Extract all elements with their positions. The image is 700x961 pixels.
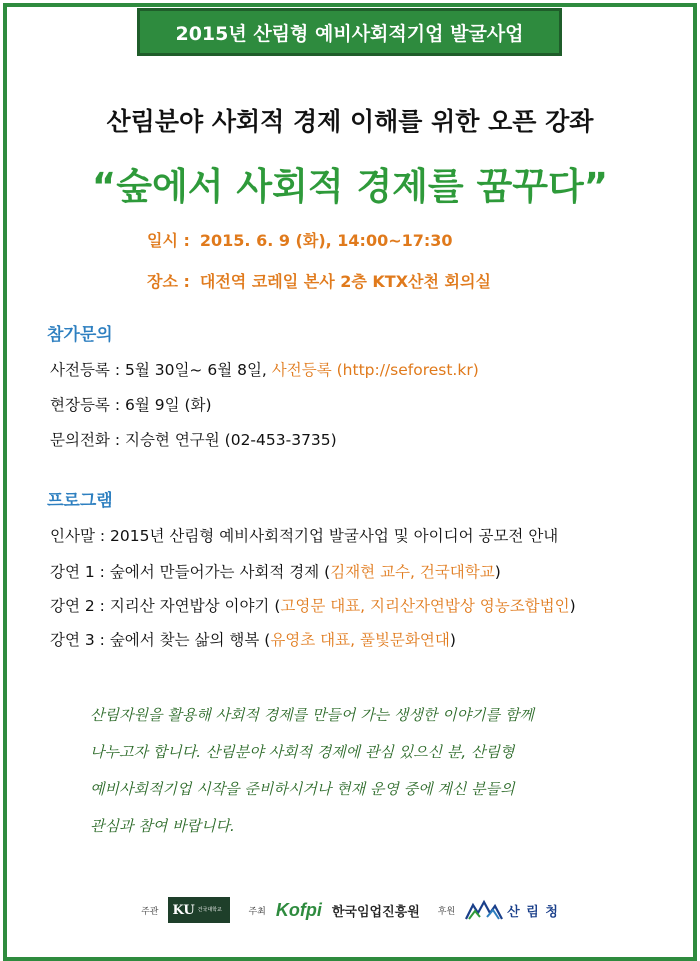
- lecture-close: ): [569, 597, 576, 615]
- closing-line: 예비사회적기업 시작을 준비하시거나 현재 운영 중에 계신 분들의: [90, 780, 515, 798]
- place-value: 대전역 코레일 본사 2층 KTX산천 회의실: [199, 272, 491, 291]
- pre-registration-label: 사전등록 :: [50, 361, 125, 379]
- date-label: 일시 :: [147, 231, 190, 250]
- date-value: 2015. 6. 9 (화), 14:00~17:30: [199, 231, 453, 250]
- organizer-role-label: 주최: [248, 906, 266, 917]
- lecture-row: [50, 628, 456, 650]
- lecture-label: 강연 2 :: [50, 597, 110, 615]
- event-title: “숲에서 사회적 경제를 꿈꾸다”: [91, 165, 609, 208]
- closing-line: 관심과 참여 바랍니다.: [90, 817, 235, 835]
- kofpi-name: 한국임업진흥원: [331, 904, 420, 920]
- pre-registration-link[interactable]: 사전등록 (http://seforest.kr): [271, 361, 479, 379]
- lecture-speaker: 유영초 대표, 풀빛문화연대: [270, 631, 450, 649]
- lecture-row: [50, 594, 576, 616]
- lecture-speaker: 김재현 교수, 건국대학교: [330, 563, 495, 581]
- lecture-topic: 지리산 자연밥상 이야기 (: [109, 597, 281, 615]
- lecture-row: [50, 560, 501, 582]
- korea-forest-service-logo: [465, 899, 559, 921]
- konkuk-logo: [168, 897, 230, 923]
- konkuk-logo-mark: KU: [172, 902, 195, 918]
- onsite-registration-label: 현장등록 :: [50, 396, 125, 414]
- greeting-value: 2015년 산림형 예비사회적기업 발굴사업 및 아이디어 공모전 안내: [110, 527, 559, 545]
- sponsor-footer: [0, 893, 700, 927]
- phone-row: [50, 428, 337, 450]
- phone-value: 지승현 연구원 (02-453-3735): [124, 431, 337, 449]
- greeting-label: 인사말 :: [50, 527, 110, 545]
- place-line: [147, 269, 491, 292]
- konkuk-logo-caption: 건국대학교: [197, 907, 222, 913]
- mountain-icon: [465, 899, 503, 921]
- event-subtitle: 산림분야 사회적 경제 이해를 위한 오픈 강좌: [106, 107, 594, 136]
- lecture-speaker: 고영문 대표, 지리산자연밥상 영농조합법인: [280, 597, 570, 615]
- program-heading: 프로그램: [47, 491, 113, 511]
- lecture-topic: 숲에서 만들어가는 사회적 경제 (: [109, 563, 331, 581]
- lecture-close: ): [449, 631, 456, 649]
- closing-line: 산림자원을 활용해 사회적 경제를 만들어 가는 생생한 이야기를 함께: [90, 706, 534, 724]
- sponsor-role-label: 후원: [437, 906, 456, 917]
- closing-message: [90, 697, 650, 845]
- project-banner: 2015년 산림형 예비사회적기업 발굴사업: [137, 8, 562, 56]
- pre-registration-row: [50, 358, 479, 380]
- lecture-topic: 숲에서 찾는 삶의 행복 (: [109, 631, 271, 649]
- kofpi-logo: Kofpi: [275, 899, 322, 920]
- phone-label: 문의전화 :: [50, 431, 125, 449]
- forest-service-name: 산 림 청: [507, 904, 559, 920]
- closing-line: 나누고자 합니다. 산림분야 사회적 경제에 관심 있으신 분, 산림형: [90, 743, 515, 761]
- pre-registration-dates: 5월 30일~ 6월 8일,: [124, 361, 272, 379]
- host-role-label: 주관: [141, 906, 159, 917]
- lecture-close: ): [494, 563, 501, 581]
- lecture-label: 강연 3 :: [50, 631, 110, 649]
- date-line: [147, 228, 453, 251]
- contact-heading: 참가문의: [47, 325, 113, 345]
- lecture-label: 강연 1 :: [50, 563, 110, 581]
- onsite-registration-date: 6월 9일 (화): [124, 396, 212, 414]
- greeting-row: [50, 524, 558, 546]
- place-label: 장소 :: [147, 272, 190, 291]
- onsite-registration-row: [50, 393, 212, 415]
